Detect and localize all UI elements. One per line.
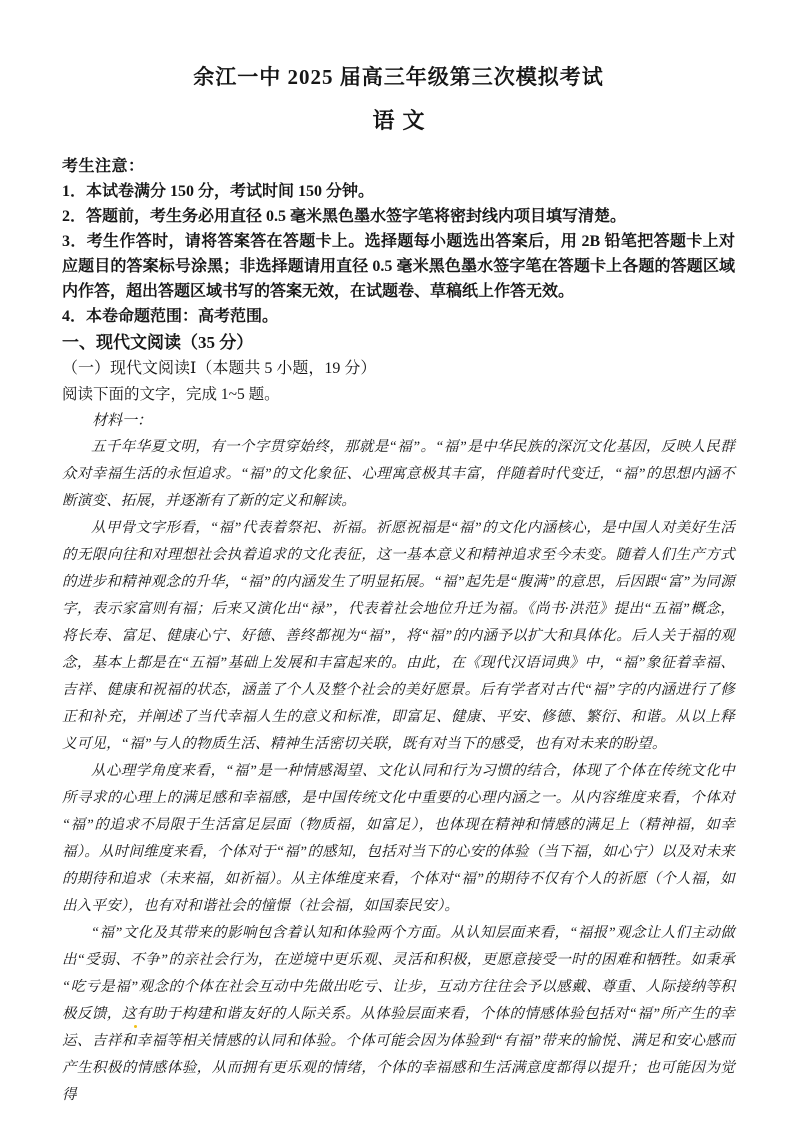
subject-title: 语文 [372,108,433,133]
scan-artifact-dot [134,1025,137,1028]
modern-reading-section [62,330,735,1109]
material-one-label: 材料一： [92,413,153,429]
candidate-notice-section [62,154,735,329]
notice-heading: 考生注意： [62,158,145,175]
notice-item-1: 1．本试卷满分 150 分，考试时间 150 分钟。 [62,183,375,200]
exam-title: 余江一中 2025 届高三年级第三次模拟考试 [193,65,604,89]
material-paragraph-3: 从心理学角度来看，“福”是一种情感渴望、文化认同和行为习惯的结合，体现了个体在传统文化中所寻求的心理上的满足感和幸福感，是中国传统文化中重要的心理内涵之一。从内容维度来看，个体对“福”的追求不局限于生活富足层面（物质福，如富足），也体现在精神和情感的满足上（精神福，如幸福）。从时间维度来看，个体对于“福”的感知，包括对当下的心安的体验（当下福，如心宁）以及对未来的期待和追求（未来福，如祈福）。从主体维度来看，个体对“福”的期待不仅有个人的祈愿（个人福，如出入平安），也有对和谐社会的憧憬（社会福，如国泰民安）。 [62,763,735,914]
notice-item-3: 3．考生作答时，请将答案答在答题卡上。选择题每小题选出答案后，用 2B 铅笔把答题卡上对应题目的答案标号涂黑；非选择题请用直径 0.5 毫米黑色墨水签字笔在答题卡上各题的答题区域内作答，超出答题区域书写的答案无效，在试题卷、草稿纸上作答无效。 [62,233,735,300]
material-paragraph-4: “福”文化及其带来的影响包含着认知和体验两个方面。从认知层面来看，“福报”观念让人们主动做出“受弱、不争”的亲社会行为，在逆境中更乐观、灵活和积极，更愿意接受一时的困难和牺牲。如秉承“吃亏是福”观念的个体在社会互动中先做出吃亏、让步，互动方往往会予以感戴、尊重、人际接纳等积极反馈，这有助于构建和谐友好的人际关系。从体验层面来看，个体的情感体验包括对“福”所产生的幸运、吉祥和幸福等相关情感的认同和体验。个体可能会因为体验到“有福”带来的愉悦、满足和安心感而产生积极的情感体验，从而拥有更乐观的情绪，个体的幸福感和生活满意度都得以提升；也可能因为觉得 [62,925,735,1103]
section-part-heading: （一）现代文阅读Ⅰ（本题共 5 小题，19 分） [62,360,377,377]
notice-item-2: 2．答题前，考生务必用直径 0.5 毫米黑色墨水签字笔将密封线内项目填写清楚。 [62,208,627,225]
material-paragraph-2: 从甲骨文字形看，“福”代表着祭祀、祈福。祈愿祝福是“福”的文化内涵核心，是中国人对美好生活的无限向往和对理想社会执着追求的文化表征，这一基本意义和精神追求至今未变。随着人们生产方式的进步和精神观念的升华，“福”的内涵发生了明显拓展。“福”起先是“腹满”的意思，后因跟“富”为同源字，表示家富则有福；后来又演化出“禄”，代表着社会地位升迁为福。《尚书·洪范》提出“五福”概念，将长寿、富足、健康心宁、好德、善终都视为“福”，将“福”的内涵予以扩大和具体化。后人关于福的观念，基本上都是在“五福”基础上发展和丰富起来的。由此，在《现代汉语词典》中，“福”象征着幸福、吉祥、健康和祝福的状态，涵盖了个人及整个社会的美好愿景。后有学者对古代“福”字的内涵进行了修正和补充，并阐述了当代幸福人生的意义和标准，即富足、健康、平安、修德、繁衍、和谐。从以上释义可见，“福”与人的物质生活、精神生活密切关联，既有对当下的感受，也有对未来的盼望。 [62,520,735,752]
material-one [62,408,735,1109]
reading-instruction: 阅读下面的文字，完成 1~5 题。 [62,386,280,403]
material-paragraph-1: 五千年华夏文明，有一个字贯穿始终，那就是“福”。“福”是中华民族的深沉文化基因，反映人民群众对幸福生活的永恒追求。“福”的文化象征、心理寓意极其丰富，伴随着时代变迁，“福”的思想内涵不断演变、拓展，并逐渐有了新的定义和解读。 [62,439,735,509]
section-heading: 一、现代文阅读（35 分） [62,333,254,352]
notice-item-4: 4．本卷命题范围：高考范围。 [62,308,279,325]
